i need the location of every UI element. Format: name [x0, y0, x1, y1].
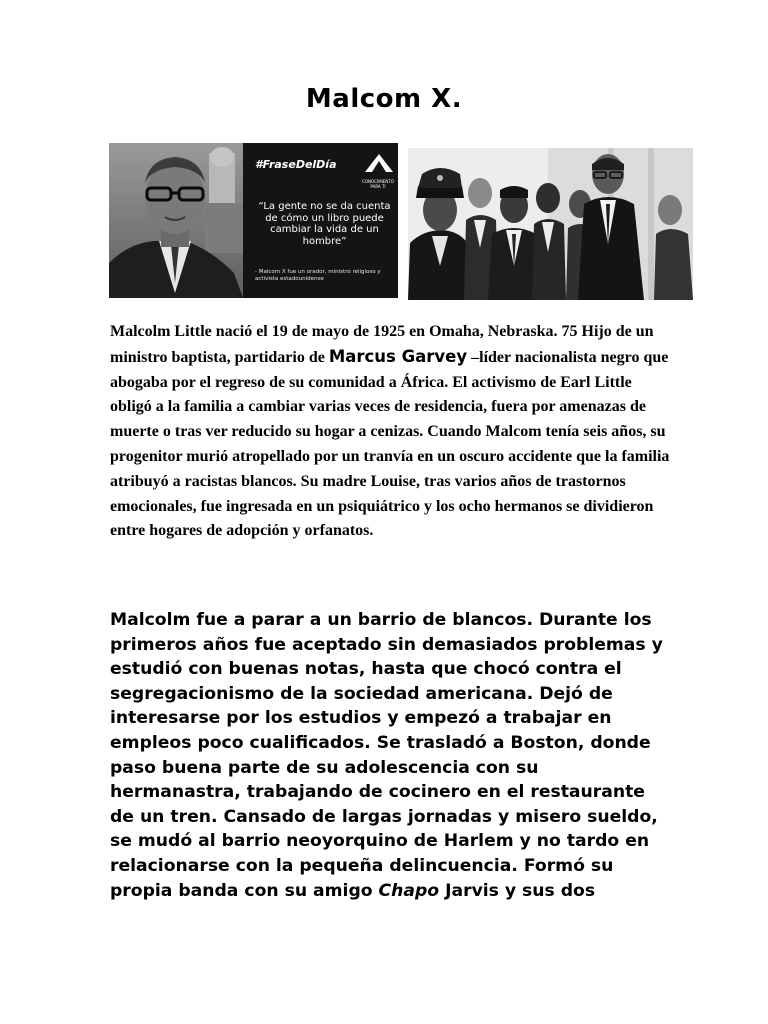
logo-icon	[364, 153, 394, 173]
group-photo-image	[408, 148, 693, 300]
paragraph-1-text-c: –líder nacionalista negro que abogaba por el regreso de su comunidad a África. El activismo de Earl Little obligó a la familia a cambiar varias veces de residencia, fuera por amenazas de muerte o tras ver reducido su hogar a cenizas. Cuando Malcom tenía seis años, su progenitor murió atropellado por un tranvía en un oscuro accidente que la familia atribuyó a racistas blancos. Su madre Louise, tras varios años de trastornos emocionales, fue ingresada en un psiquiátrico y los ocho hermanos se dividieron entre hogares de adopción y orfanatos.	[110, 348, 670, 540]
quote-image	[109, 143, 398, 298]
quote-text: “La gente no se da cuenta de cómo un libro puede cambiar la vida de un hombre”	[258, 201, 391, 247]
document-title: Malcom X.	[305, 84, 463, 114]
paragraph-biography-2	[110, 608, 670, 903]
paragraph-2-text-c: Jarvis y sus dos	[439, 880, 596, 901]
paragraph-1-name-garvey: Marcus Garvey	[328, 346, 468, 366]
paragraph-1-text-a: Malcolm Little nació el 19 de mayo de 1925 en Omaha, Nebraska. 75 Hijo de un ministro baptista, partidario de	[110, 323, 654, 366]
paragraph-biography-1	[110, 320, 670, 544]
quote-caption: - Malcom X fue un orador, ministro religioso y activista estadounidense	[255, 269, 381, 282]
malcolm-portrait-photo	[109, 143, 243, 298]
paragraph-2-name-chapo: Chapo	[378, 880, 440, 901]
paragraph-2-text-a: Malcolm fue a parar a un barrio de blancos. Durante los primeros años fue aceptado sin demasiados problemas y estudió con buenas notas, hasta que chocó contra el segregacionismo de la sociedad americana. Dejó de interesarse por los estudios y empezó a trabajar en empleos poco cualificados. Se trasladó a Boston, donde paso buena parte de su adolescencia con su hermanastra, trabajando de cocinero en el restaurante de un tren. Cansado de largas jornadas y misero sueldo, se mudó al barrio neoyorquino de Harlem y no tardo en relacionarse con la pequeña delincuencia. Formó su propia banda con su amigo	[110, 610, 663, 901]
hashtag-text: #FraseDelDía	[255, 158, 337, 171]
logo-text: CONOCIMIENTO PARA TI	[362, 179, 394, 189]
group-photo	[408, 148, 693, 300]
